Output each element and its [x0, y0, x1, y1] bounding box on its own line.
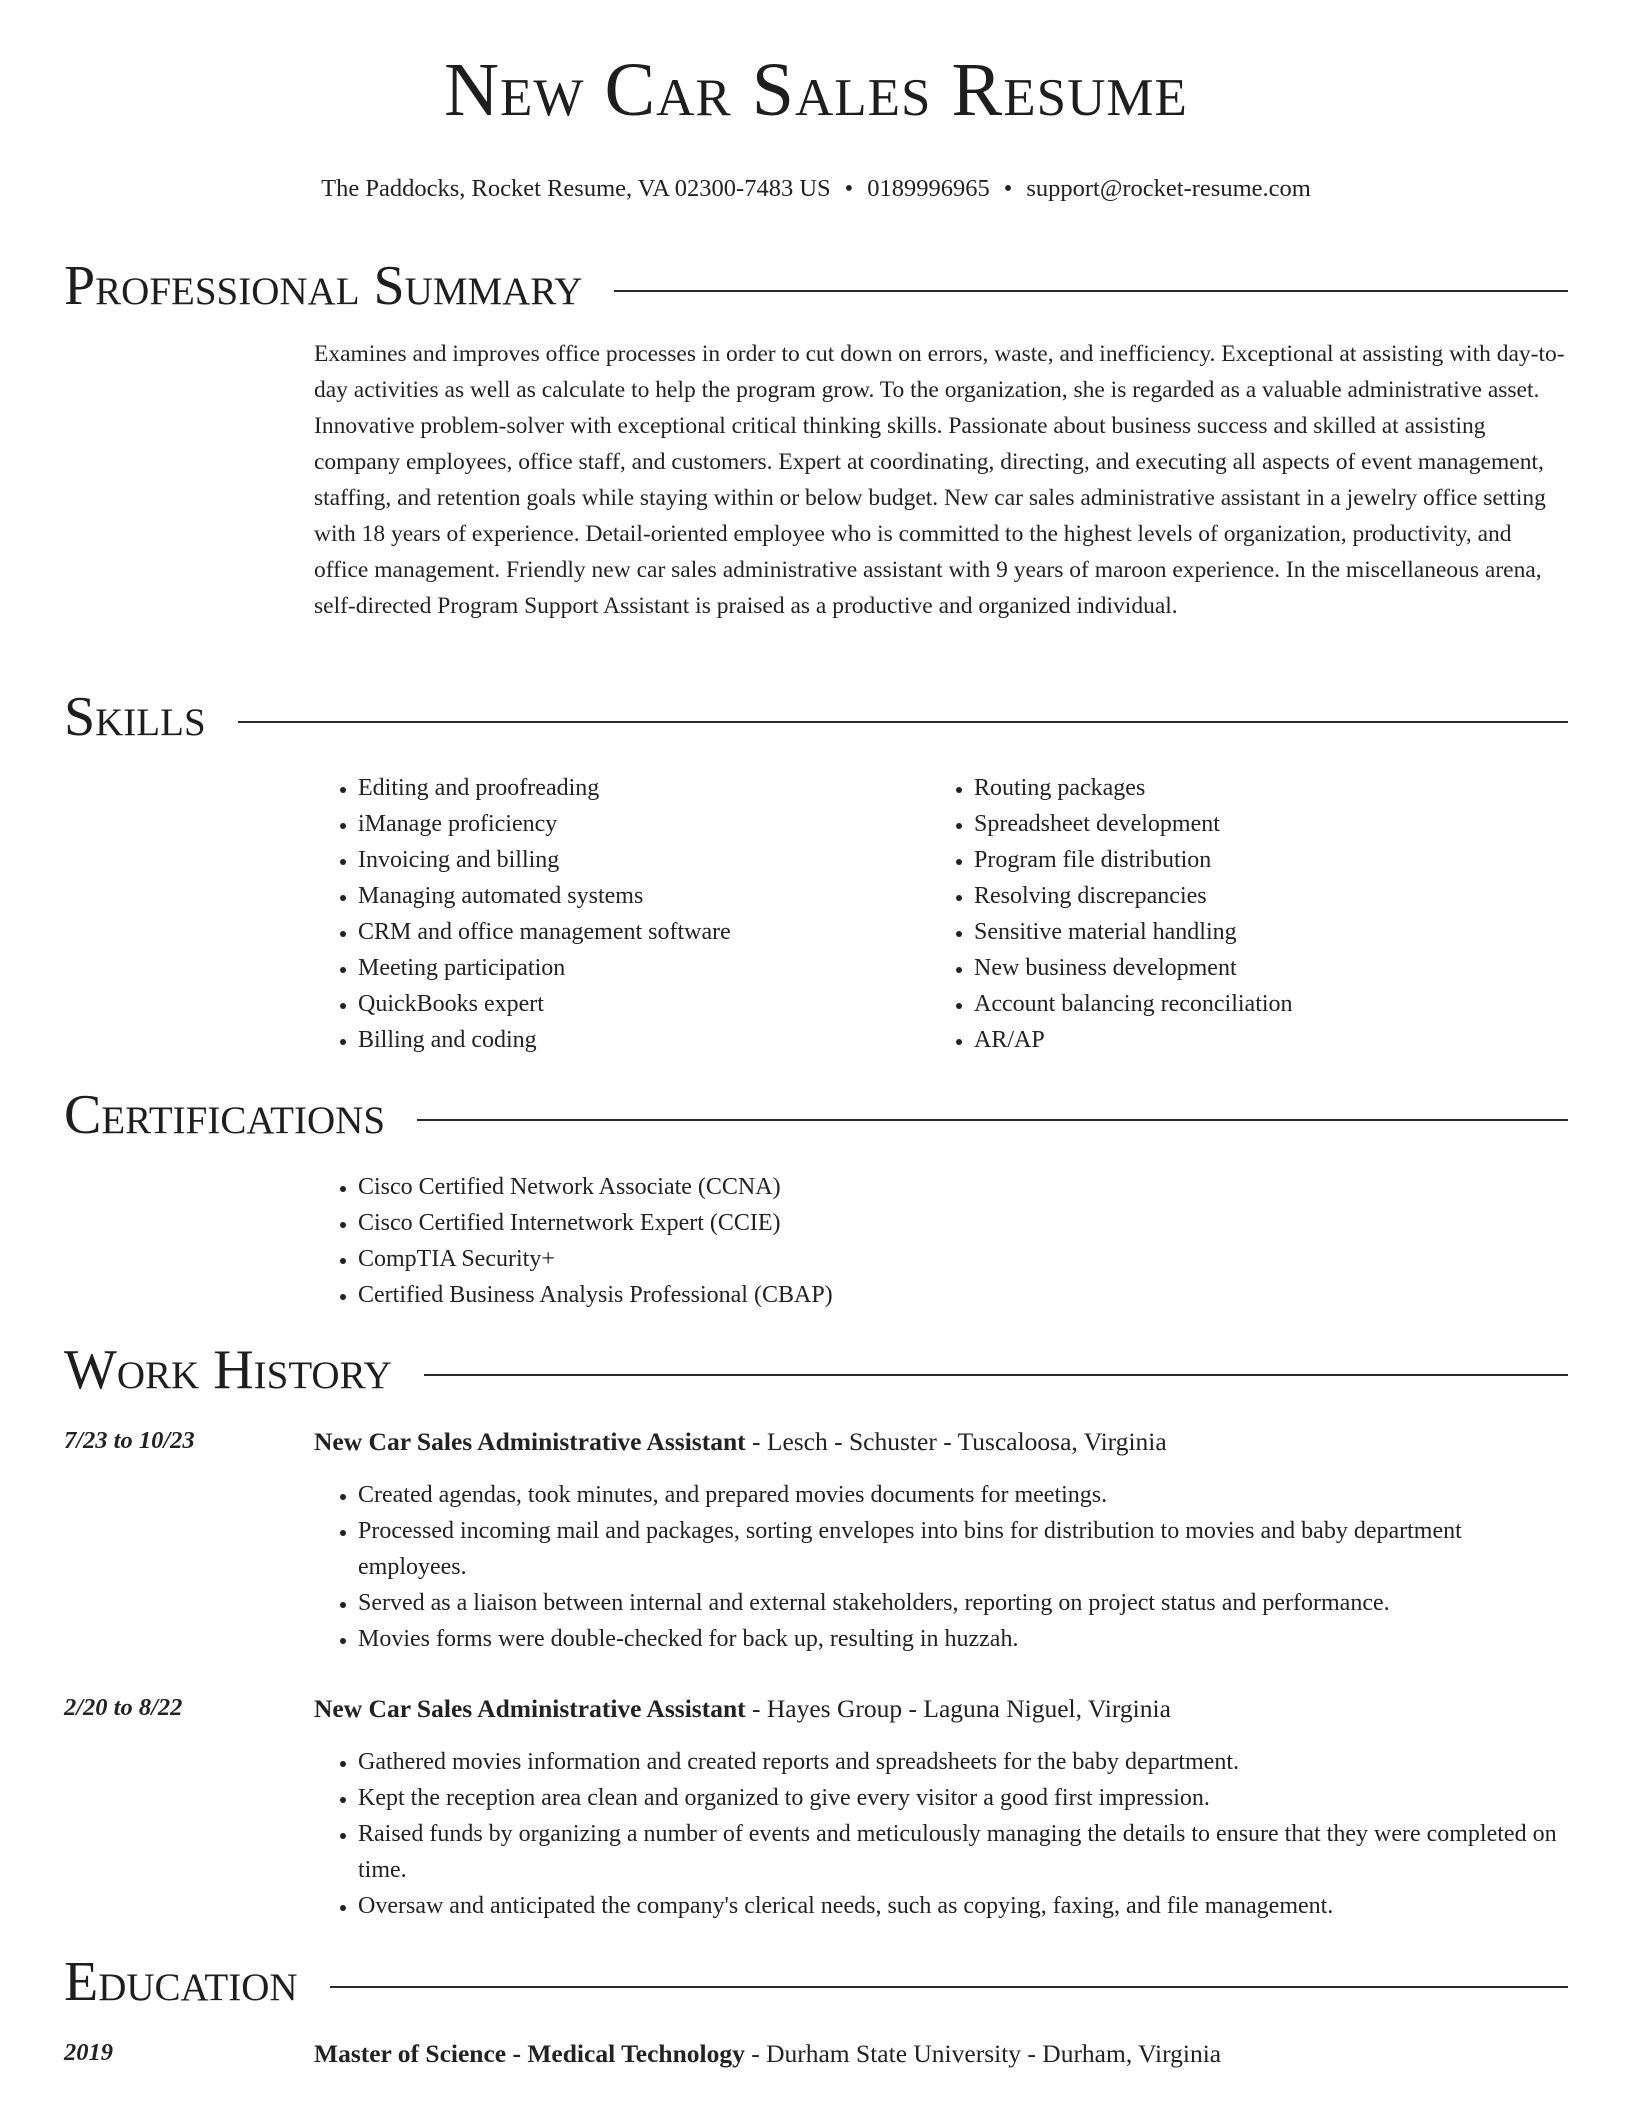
job-title: New Car Sales Administrative Assistant	[314, 1427, 746, 1456]
job-headline	[314, 1694, 1171, 1724]
section-divider	[238, 721, 1568, 723]
section-title: Skills	[64, 686, 206, 748]
skill-item: • Resolving discrepancies	[974, 878, 1574, 914]
job-dates: 7/23 to 10/23	[64, 1427, 195, 1454]
skill-item: • Routing packages	[974, 770, 1574, 806]
section-title: Certifications	[64, 1084, 386, 1146]
skill-item: • New business development	[974, 950, 1574, 986]
certification-item: • Cisco Certified Network Associate (CCNA)	[358, 1169, 1558, 1205]
job-bullet: • Oversaw and anticipated the company's clerical needs, such as copying, faxing, and file management.	[358, 1888, 1573, 1924]
education-year: 2019	[64, 2039, 113, 2066]
certification-item: • CompTIA Security+	[358, 1241, 1558, 1277]
section-title: Professional Summary	[64, 255, 583, 317]
job-title: New Car Sales Administrative Assistant	[314, 1694, 746, 1723]
skill-item: • Editing and proofreading	[358, 770, 958, 806]
skill-item: • Meeting participation	[358, 950, 958, 986]
skills-section-header	[64, 686, 1568, 748]
education-headline	[314, 2039, 1221, 2069]
certification-item: • Cisco Certified Internetwork Expert (CCIE)	[358, 1205, 1558, 1241]
job-bullet: • Raised funds by organizing a number of events and meticulously managing the details to ensure that they were completed on time.	[358, 1816, 1573, 1888]
skill-item: • AR/AP	[974, 1022, 1574, 1058]
contact-line	[0, 175, 1632, 203]
job-employer: - Lesch - Schuster - Tuscaloosa, Virginia	[745, 1427, 1167, 1456]
education-section-header	[64, 1951, 1568, 2013]
contact-phone: 0189996965	[867, 175, 990, 202]
section-divider	[424, 1374, 1568, 1376]
section-divider	[614, 290, 1568, 292]
education-school: - Durham State University - Durham, Virginia	[744, 2039, 1222, 2068]
education-degree: Master of Science - Medical Technology	[314, 2039, 745, 2068]
skill-item: • Sensitive material handling	[974, 914, 1574, 950]
job-bullet: • Kept the reception area clean and organized to give every visitor a good first impression.	[358, 1780, 1573, 1816]
job-bullets	[314, 1744, 1573, 1924]
work-history-section-header	[64, 1339, 1568, 1401]
contact-separator: •	[844, 175, 854, 202]
skill-item: • QuickBooks expert	[358, 986, 958, 1022]
section-title: Work History	[64, 1339, 392, 1401]
job-bullets	[314, 1477, 1573, 1657]
skill-item: • Billing and coding	[358, 1022, 958, 1058]
contact-email[interactable]: support@rocket-resume.com	[1026, 175, 1311, 202]
job-bullet: • Processed incoming mail and packages, sorting envelopes into bins for distribution to movies and baby department employees.	[358, 1513, 1573, 1585]
job-bullet: • Gathered movies information and created reports and spreadsheets for the baby department.	[358, 1744, 1573, 1780]
skill-item: • Spreadsheet development	[974, 806, 1574, 842]
resume-title: New Car Sales Resume	[444, 48, 1188, 132]
skills-list-right	[930, 770, 1574, 1058]
skill-item: • Managing automated systems	[358, 878, 958, 914]
contact-separator: •	[1003, 175, 1013, 202]
skill-item: • Account balancing reconciliation	[974, 986, 1574, 1022]
section-divider	[417, 1119, 1568, 1121]
contact-address: The Paddocks, Rocket Resume, VA 02300-7483 US	[321, 175, 831, 202]
summary-text: Examines and improves office processes in order to cut down on errors, waste, and inefficiency. Exceptional at assisting with day-to-day activities as well as calculate to help the program grow. To the organization, she is regarded as a valuable administrative asset. Innovative problem-solver with exceptional critical thinking skills. Passionate about business success and skilled at assisting company employees, office staff, and customers. Expert at coordinating, directing, and executing all aspects of event management, staffing, and retention goals while staying within or below budget. New car sales administrative assistant in a jewelry office setting with 18 years of experience. Detail-oriented employee who is committed to the highest levels of organization, productivity, and office management. Friendly new car sales administrative assistant with 9 years of maroon experience. In the miscellaneous arena, self-directed Program Support Assistant is praised as a productive and organized individual.	[314, 341, 1565, 619]
skill-item: • Program file distribution	[974, 842, 1574, 878]
job-employer: - Hayes Group - Laguna Niguel, Virginia	[745, 1694, 1171, 1723]
skill-item: • CRM and office management software	[358, 914, 958, 950]
certification-item: • Certified Business Analysis Professional (CBAP)	[358, 1277, 1558, 1313]
skills-list-left	[314, 770, 958, 1058]
certifications-section-header	[64, 1084, 1568, 1146]
skill-item: • iManage proficiency	[358, 806, 958, 842]
job-dates: 2/20 to 8/22	[64, 1694, 183, 1721]
job-bullet: • Movies forms were double-checked for back up, resulting in huzzah.	[358, 1621, 1573, 1657]
job-bullet: • Served as a liaison between internal and external stakeholders, reporting on project status and performance.	[358, 1585, 1573, 1621]
section-divider	[330, 1986, 1568, 1988]
job-headline	[314, 1427, 1167, 1457]
certifications-list	[314, 1169, 1558, 1313]
section-title: Education	[64, 1951, 298, 2013]
job-bullet: • Created agendas, took minutes, and prepared movies documents for meetings.	[358, 1477, 1573, 1513]
skill-item: • Invoicing and billing	[358, 842, 958, 878]
summary-section-header	[64, 255, 1568, 317]
